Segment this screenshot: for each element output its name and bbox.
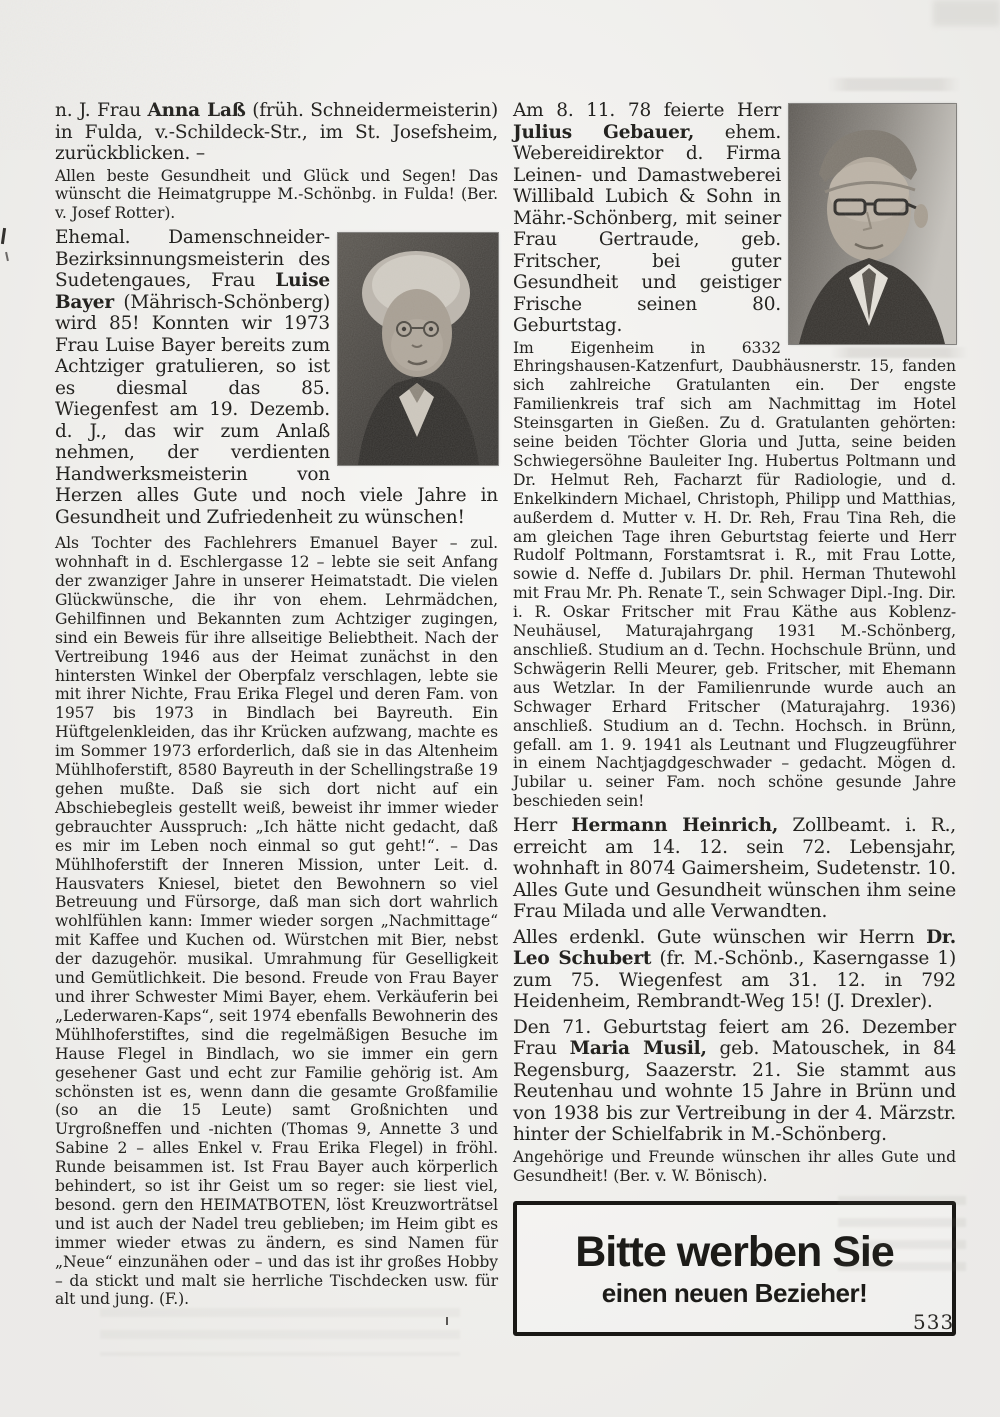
- article-anna-lass: [55, 100, 498, 165]
- bleed-through-artifact: [828, 78, 960, 91]
- scan-speck: [5, 252, 9, 261]
- anna-lass-name: Anna Laß: [147, 100, 246, 121]
- article-maria-musil: [513, 1017, 956, 1146]
- article-anna-lass-wishes: Allen beste Gesundheit und Glück und Segen! Das wünscht die Heimatgruppe M.-Schönbg. in Fulda! (Ber. v. Josef Rotter).: [55, 166, 498, 223]
- julius-gebauer-name: Julius Gebauer,: [513, 121, 695, 143]
- article-leo-schubert-text-pre: Alles erdenkl. Gute wünschen wir Herrn: [513, 926, 927, 948]
- maria-musil-name: Maria Musil,: [569, 1038, 707, 1060]
- article-julius-gebauer-text-pre: Am 8. 11. 78 feierte Herr: [513, 100, 781, 121]
- article-maria-musil-text-pre: Den 71. Geburtstag feiert am 26. Dezember Frau: [513, 1016, 956, 1060]
- left-column: [55, 100, 498, 1309]
- hermann-heinrich-name: Hermann Heinrich,: [571, 815, 779, 837]
- article-julius-gebauer: [513, 100, 956, 337]
- article-leo-schubert: [513, 927, 956, 1013]
- article-leo-schubert-text-post: (fr. M.-Schönb., Kaserngasse 1) zum 75. Wiegenfest am 31. 12. in 792 Heidenheim, Rembrandt-Weg 15! (J. Drexler).: [513, 948, 956, 1013]
- article-hermann-heinrich: [513, 815, 956, 923]
- article-luise-bayer-intro: [55, 227, 498, 528]
- scan-smudge-top-right: [933, 0, 1000, 26]
- article-luise-bayer-text-pre: Ehemal. Damenschneider-Bezirksinnungsmeisterin des Sudetengaues, Frau: [55, 227, 330, 292]
- article-maria-musil-text-post: geb. Matouschek, in 84 Regensburg, Saazerstr. 21. Sie stammt aus Reutenhau und wohnte 15 Jahre in Brünn und von 1938 bis zur Vertreibung in der 4. Märzstr. hinter der Schielfabrik in M.-Schönberg.: [513, 1038, 957, 1146]
- article-julius-gebauer-text-post: ehem. Webereidirektor d. Firma Leinen- und Damastweberei Willibald Lubich & Sohn in Mähr.-Schönberg, mit seiner Frau Gertraude, geb. Fritscher, bei guter Gesundheit und geistiger Frische seinen 80. Geburtstag.: [513, 121, 782, 336]
- article-julius-gebauer-body: Im Eigenheim in 6332 Ehringshausen-Katzenfurt, Daubhäusnerstr. 15, fanden sich zahlreiche Gratulanten ein. Der engste Familienkreis traf sich am Nachmittag im Hotel Steinsgarten in Gießen. Zu d. Gratulanten gehörten: seine beiden Töchter Gloria und Jutta, seine beiden Schwiegersöhne Bauleiter Ing. Hubertus Poltmann und Dr. Helmut Reh, Facharzt für Radiologie, und d. Enkelkindern Michael, Christoph, Philipp und Matthias, außerdem d. Mutter v. H. Dr. Reh, Frau Tina Reh, die am gleichen Tage ihren Geburtstag feierte und Herr Rudolf Poltmann, Forstamtsrat i. R., mit Frau Lotte, sowie d. Neffe d. Jubilars Dr. phil. Herman Thutewohl mit Frau Mr. Ph. Renate T., sein Schwager Dipl.-Ing. Dir. i. R. Oskar Fritscher mit Frau Käthe aus Koblenz-Neuhäusel, Maturajahrgang 1931 M.-Schönberg, anschließ. Studium an d. Techn. Hochschule Brünn, und Schwägerin Relli Meurer, geb. Fritscher, mit Ehemann aus Wetzlar. In der Familienrunde wurde auch an Schwager Erhard Fritscher (Maturajahrg. 1936) anschließ. Studium an d. Techn. Hochsch. in Brünn, gefall. am 1. 9. 1941 als Leutnant und Flugzeugführer in einem Nachtjagdgeschwader – gedacht. Mögen d. Jubilar u. seiner Fam. noch schöne gesunde Jahre beschieden sein!: [513, 338, 956, 811]
- bleed-through-artifact: [100, 1308, 460, 1356]
- scan-speck: [446, 1317, 448, 1325]
- article-maria-musil-wishes: Angehörige und Freunde wünschen ihr alles Gute und Gesundheit! (Ber. v. W. Bönisch).: [513, 1147, 956, 1185]
- ad-headline: Bitte werben Sie: [575, 1228, 894, 1277]
- article-luise-bayer: [55, 227, 498, 1309]
- right-column: [513, 100, 956, 1336]
- scan-speck: [1, 228, 6, 244]
- subscription-ad-box: [513, 1201, 956, 1336]
- article-anna-lass-text-post: (früh. Schneidermeisterin) in Fulda, v.-Schildeck-Str., im St. Josefsheim, zurückblicken. –: [55, 100, 498, 164]
- leo-schubert-name: Dr. Leo Schubert: [513, 926, 956, 970]
- page-number: 533: [913, 1310, 955, 1334]
- article-anna-lass-text-pre: n. J. Frau: [55, 100, 148, 121]
- ad-subline: einen neuen Bezieher!: [601, 1278, 868, 1309]
- article-luise-bayer-body: Als Tochter des Fachlehrers Emanuel Bayer – zul. wohnhaft in d. Eschlergasse 12 – lebte sie seit Anfang der zwanziger Jahre in unserer Heimatstadt. Die vielen Glückwünsche, die ihr von ehem. Lehrmädchen, Gehilfinnen und Bekannten zum Achtziger zugingen, sind ein Beweis für ihre allseitige Beliebtheit. Nach der Vertreibung 1946 aus der Heimat zunächst in den hintersten Winkel der Oberpfalz verschlagen, lebte sie mit ihrer Nichte, Frau Erika Flegel und deren Fam. von 1957 bis 1973 in Bindlach bei Bayreuth. Ein Hüftgelenkleiden, das ihr Krücken aufzwang, machte es im Sommer 1973 erforderlich, daß sie in das Altenheim Mühlhoferstift, 8580 Bayreuth in der Schellingstraße 19 gehen mußte. Daß sie sich dort nicht auf ein Abschiebegleis gestellt weiß, beweist ihr immer wieder gebrauchter Ausspruch: „Ich hätte nicht gedacht, daß es mir im Leben noch einmal so gut geht!“. – Das Mühlhoferstift der Inneren Mission, unter Leit. d. Hausvaters Kniesel, bietet den Bewohnern so viel Betreuung und Fürsorge, daß man sich dort wahrlich wohlfühlen kann: Immer wieder sorgen „Nachmittage“ mit Kaffee und Kuchen od. Würstchen mit Bier, nebst der dazugehör. musikal. Umrahmung für Geselligkeit und Gemütlichkeit. Die besond. Freude von Frau Bayer und ihrer Schwester Mimi Bayer, ehem. Verkäuferin bei „Lederwaren-Kaps“, seit 1974 ebenfalls Bewohnerin des Mühlhoferstiftes, sind die regelmäßigen Besuche im Hause Flegel in Bindlach, wo sie immer ein gern gesehener Gast und echt zur Familie gehörig ist. Am schönsten ist es, wenn dann die gesamte Großfamilie (so an die 15 Leute) samt Großnichten und Urgroßneffen und -nichten (Thomas 9, Annette 3 und Sabine 2 – alles Enkel v. Frau Erika Flegel) in fröhl. Runde beisammen ist. Ist Frau Bayer auch körperlich behindert, so ist ihr Geist um so reger: sie liest viel, besond. gern den HEIMATBOTEN, löst Kreuzworträtsel und ist auch der Nadel treu geblieben; im Heim gibt es immer wieder etwas zu ändern, es sind Namen für „Neue“ einzunähen oder – und das ist ihr großes Hobby – da stickt und malt sie herrliche Tischdecken usw. für alt und jung. (F.).: [55, 534, 498, 1309]
- julius-gebauer-photo: [789, 104, 956, 344]
- luise-bayer-name: Luise Bayer: [55, 270, 330, 313]
- article-hermann-heinrich-text-pre: Herr: [513, 815, 572, 837]
- article-luise-bayer-text-post: (Mährisch-Schönberg) wird 85! Konnten wir 1973 Frau Luise Bayer bereits zum Achtziger gratulieren, so ist es diesmal das 85. Wiegenfest am 19. Dezemb. d. J., das wir zum Anlaß nehmen, der verdienten Handwerksmeisterin von Herzen alles Gute und noch viele Jahre in Gesundheit und Zufriedenheit zu wünschen!: [55, 291, 498, 528]
- julius-gebauer-photo-graphic: [789, 104, 956, 344]
- luise-bayer-photo-graphic: [338, 233, 498, 465]
- luise-bayer-photo: [338, 233, 498, 465]
- article-hermann-heinrich-text-post: Zollbeamt. i. R., erreicht am 14. 12. sein 72. Lebensjahr, wohnhaft in 8074 Gaimersheim, Sudetenstr. 10. Alles Gute und Gesundheit wünschen ihm seine Frau Milada und alle Verwandten.: [513, 815, 956, 923]
